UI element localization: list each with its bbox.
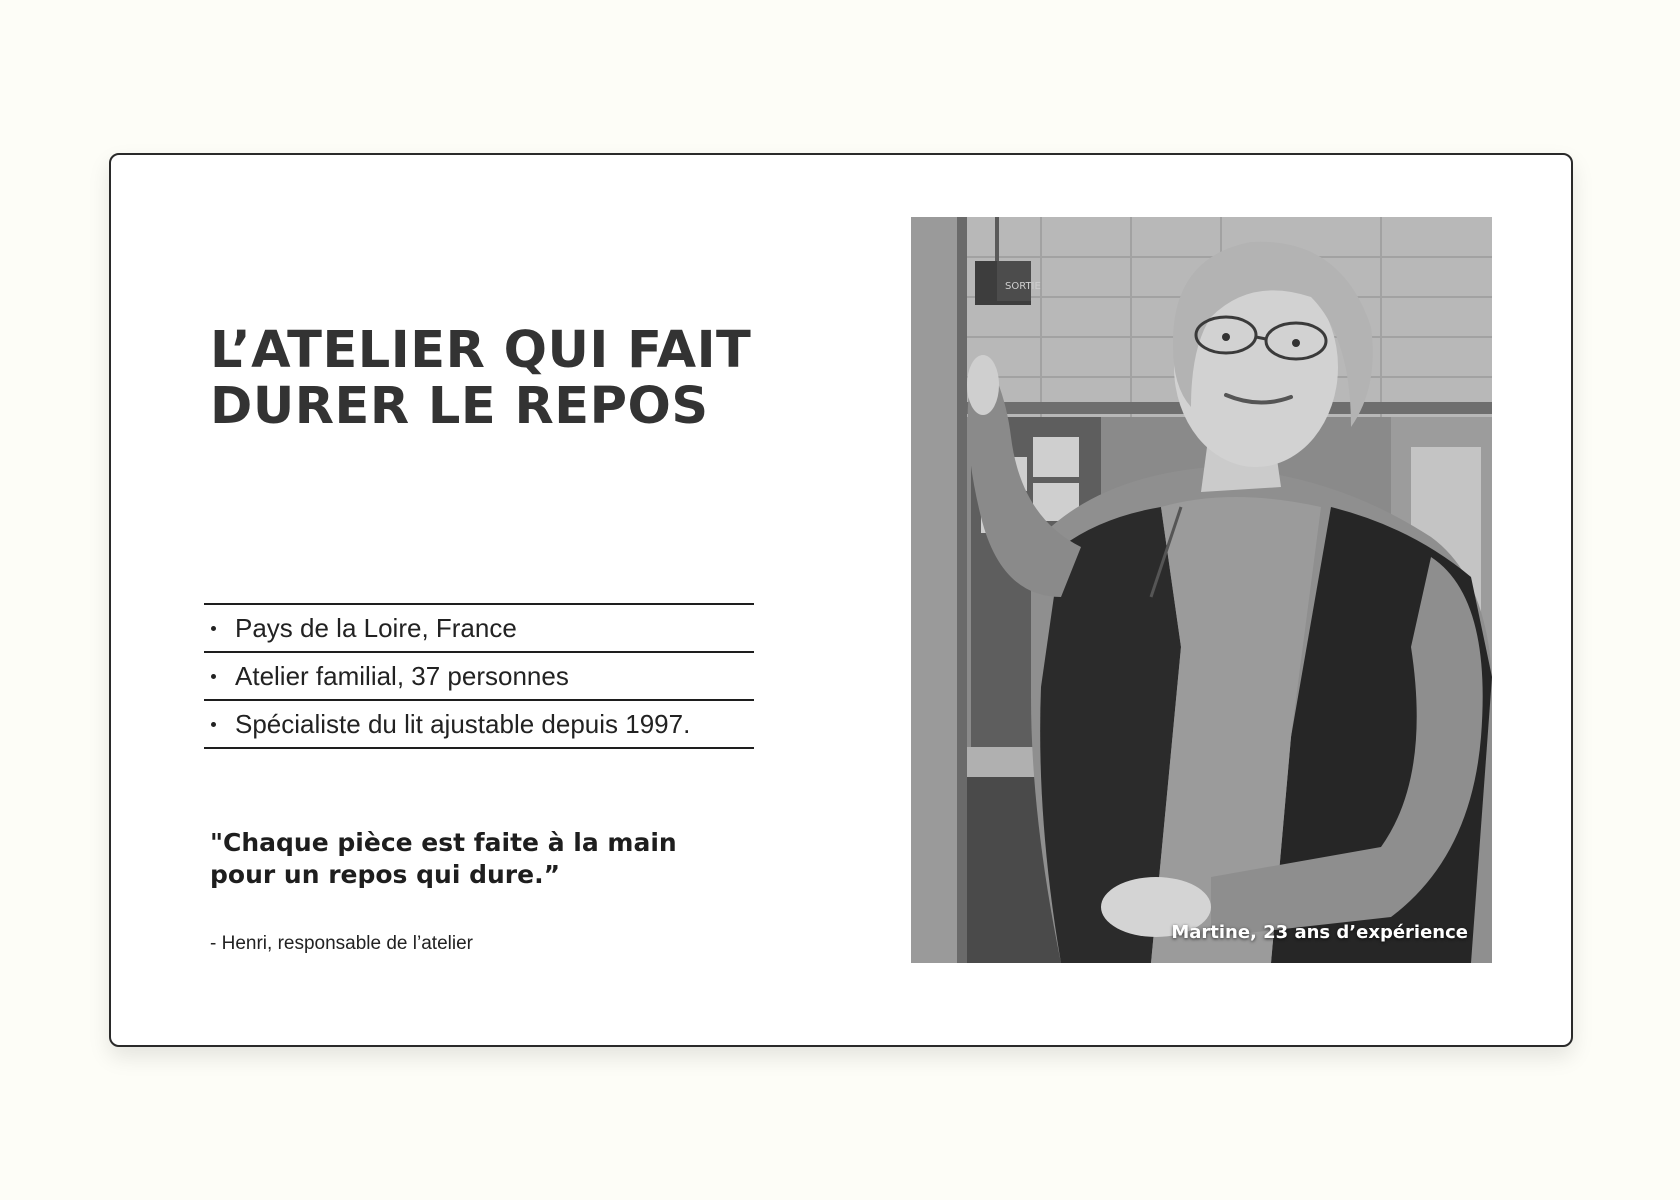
- sign-text: SORTIE: [1005, 281, 1041, 292]
- bullet-icon: [211, 626, 216, 631]
- bullet-icon: [211, 722, 216, 727]
- artisan-photo: [911, 217, 1492, 963]
- facts-list: [204, 603, 754, 749]
- fact-text: Pays de la Loire, France: [235, 612, 517, 643]
- fact-text: Atelier familial, 37 personnes: [235, 660, 569, 691]
- atelier-card: [109, 153, 1573, 1047]
- fact-item: [204, 653, 754, 701]
- fact-item: [204, 701, 754, 749]
- quote: "Chaque pièce est faite à la main pour un repos qui dure.”: [210, 828, 677, 889]
- quote-attribution: - Henri, responsable de l’atelier: [210, 933, 473, 954]
- artisan-photo-illustration: [911, 217, 1492, 963]
- headline: L’ATELIER QUI FAIT DURER LE REPOS: [210, 321, 752, 436]
- bullet-icon: [211, 674, 216, 679]
- fact-text: Spécialiste du lit ajustable depuis 1997.: [235, 708, 691, 739]
- photo-caption: Martine, 23 ans d’expérience: [1171, 922, 1468, 943]
- fact-item: [204, 605, 754, 653]
